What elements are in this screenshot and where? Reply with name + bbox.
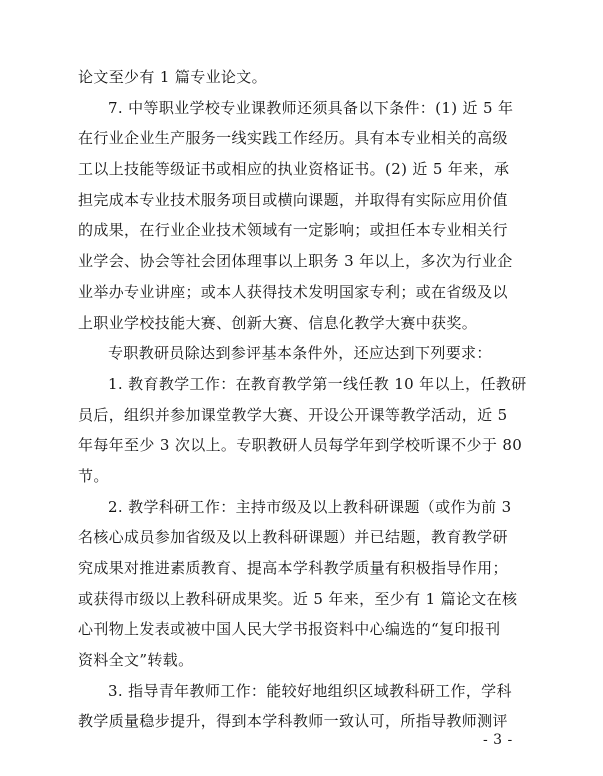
text-line: 名核心成员参加省级及以上教科研课题）并已结题，教育教学研 bbox=[78, 528, 508, 547]
text-line: 究成果对推进素质教育、提高本学科教学质量有积极指导作用； bbox=[78, 559, 508, 577]
text-line: 上职业学校技能大赛、创新大赛、信息化教学大赛中获奖。 bbox=[78, 313, 478, 332]
text-line: 或获得市级以上教科研成果奖。近 5 年来，至少有 1 篇论文在核 bbox=[78, 589, 518, 608]
page-number: - 3 - bbox=[483, 732, 513, 748]
text-line: 在行业企业生产服务一线实践工作经历。具有本专业相关的高级 bbox=[78, 129, 508, 148]
requirement-3-line: 3. 指导青年教师工作：能较好地组织区域教科研工作，学科 bbox=[108, 681, 512, 700]
requirement-2-line: 2. 教学科研工作：主持市级及以上教科研课题（或作为前 3 bbox=[108, 497, 512, 516]
text-line: 节。 bbox=[78, 466, 109, 485]
text-line: 论文至少有 1 篇专业论文。 bbox=[78, 68, 267, 86]
text-line: 担完成本专业技术服务项目或横向课题，并取得有实际应用价值 bbox=[78, 190, 508, 209]
text-line: 工以上技能等级证书或相应的执业资格证书。(2) 近 5 年来，承 bbox=[78, 160, 510, 179]
text-line: 业学会、协会等社会团体理事以上职务 3 年以上，多次为行业企 bbox=[78, 252, 513, 271]
text-line: 教学质量稳步提升，得到本学科教师一致认可，所指导教师测评 bbox=[78, 712, 508, 731]
text-line: 的成果，在行业企业技术领域有一定影响；或担任本专业相关行 bbox=[78, 221, 508, 240]
text-line: 资料全文”转载。 bbox=[78, 651, 194, 670]
text-line: 心刊物上发表或被中国人民大学书报资料中心编选的“复印报刊 bbox=[78, 620, 501, 639]
text-line: 业举办专业讲座；或本人获得技术发明国家专利；或在省级及以 bbox=[78, 282, 508, 301]
requirement-1-line: 1. 教育教学工作：在教育教学第一线任教 10 年以上，任教研 bbox=[108, 374, 527, 393]
researcher-requirements-heading: 专职教研员除达到参评基本条件外，还应达到下列要求： bbox=[108, 344, 492, 363]
text-line: 年每年至少 3 次以上。专职教研人员每学年到学校听课不少于 80 bbox=[78, 436, 523, 455]
text-line: 员后，组织并参加课堂教学大赛、开设公开课等教学活动，近 5 bbox=[78, 405, 508, 424]
paragraph-7-line: 7. 中等职业学校专业课教师还须具备以下条件：(1) 近 5 年 bbox=[108, 98, 514, 117]
document-body bbox=[78, 62, 530, 737]
